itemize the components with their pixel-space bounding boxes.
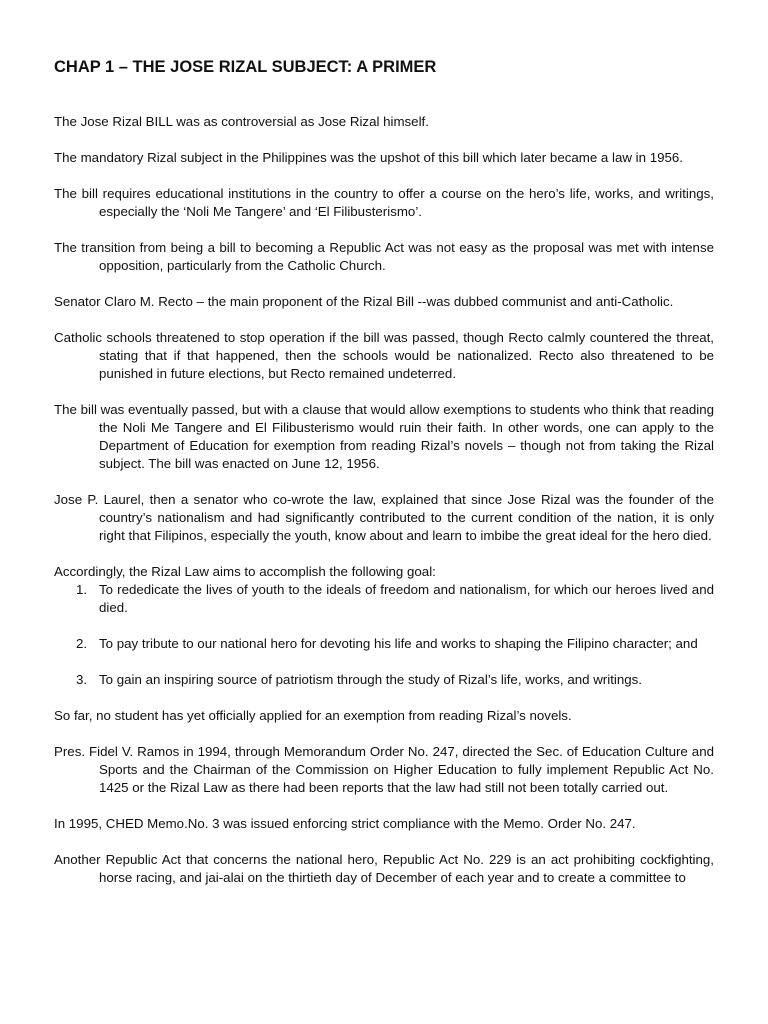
paragraph: The bill requires educational institutions in the country to offer a course on the hero’s life, works, and writings, especially the ‘Noli Me Tangere’ and ‘El Filibusterismo’. xyxy=(54,186,714,219)
list-item xyxy=(54,635,714,653)
paragraph: Jose P. Laurel, then a senator who co-wrote the law, explained that since Jose Rizal was the founder of the country’s nationalism and had significantly contributed to the current condition of the nation, it is only right that Filipinos, especially the youth, know about and learn to imbibe the great ideal for the hero died. xyxy=(54,492,714,543)
list-number: 1. xyxy=(76,582,88,597)
paragraph: Senator Claro M. Recto – the main proponent of the Rizal Bill --was dubbed communist and anti-Catholic. xyxy=(54,294,674,309)
paragraph: The Jose Rizal BILL was as controversial as Jose Rizal himself. xyxy=(54,114,429,129)
paragraph: In 1995, CHED Memo.No. 3 was issued enforcing strict compliance with the Memo. Order No. 247. xyxy=(54,816,636,831)
list-item-text: To pay tribute to our national hero for devoting his life and works to shaping the Filipino character; and xyxy=(99,636,698,651)
list-item-text: To rededicate the lives of youth to the ideals of freedom and nationalism, for which our heroes lived and died. xyxy=(99,582,714,615)
list-intro: Accordingly, the Rizal Law aims to accomplish the following goal: xyxy=(54,564,436,579)
paragraph: The bill was eventually passed, but with a clause that would allow exemptions to students who think that reading the Noli Me Tangere and El Filibusterismo would ruin their faith. In other words, one can apply to the Department of Education for exemption from reading Rizal’s novels – though not from taking the Rizal subject. The bill was enacted on June 12, 1956. xyxy=(54,402,714,471)
list-item-text: To gain an inspiring source of patriotism through the study of Rizal’s life, works, and writings. xyxy=(99,672,642,687)
paragraph: Catholic schools threatened to stop operation if the bill was passed, though Recto calmly countered the threat, stating that if that happened, then the schools would be nationalized. Recto also threatened to be punished in future elections, but Recto remained undeterred. xyxy=(54,330,714,381)
paragraph: The mandatory Rizal subject in the Philippines was the upshot of this bill which later became a law in 1956. xyxy=(54,150,683,165)
page-title: CHAP 1 – THE JOSE RIZAL SUBJECT: A PRIMER xyxy=(54,58,437,76)
paragraph: Another Republic Act that concerns the national hero, Republic Act No. 229 is an act prohibiting cockfighting, horse racing, and jai-alai on the thirtieth day of December of each year and to create a committee to xyxy=(54,852,714,885)
paragraph: So far, no student has yet officially applied for an exemption from reading Rizal’s novels. xyxy=(54,708,572,723)
paragraph: Pres. Fidel V. Ramos in 1994, through Memorandum Order No. 247, directed the Sec. of Education Culture and Sports and the Chairman of the Commission on Higher Education to fully implement Republic Act No. 1425 or the Rizal Law as there had been reports that the law had still not been totally carried out. xyxy=(54,744,714,795)
paragraph: The transition from being a bill to becoming a Republic Act was not easy as the proposal was met with intense opposition, particularly from the Catholic Church. xyxy=(54,240,714,273)
list-item xyxy=(54,671,714,689)
document-page xyxy=(54,56,714,905)
list-number: 2. xyxy=(76,636,88,651)
list-item xyxy=(54,581,714,617)
list-number: 3. xyxy=(76,672,88,687)
goals-list xyxy=(54,581,714,689)
